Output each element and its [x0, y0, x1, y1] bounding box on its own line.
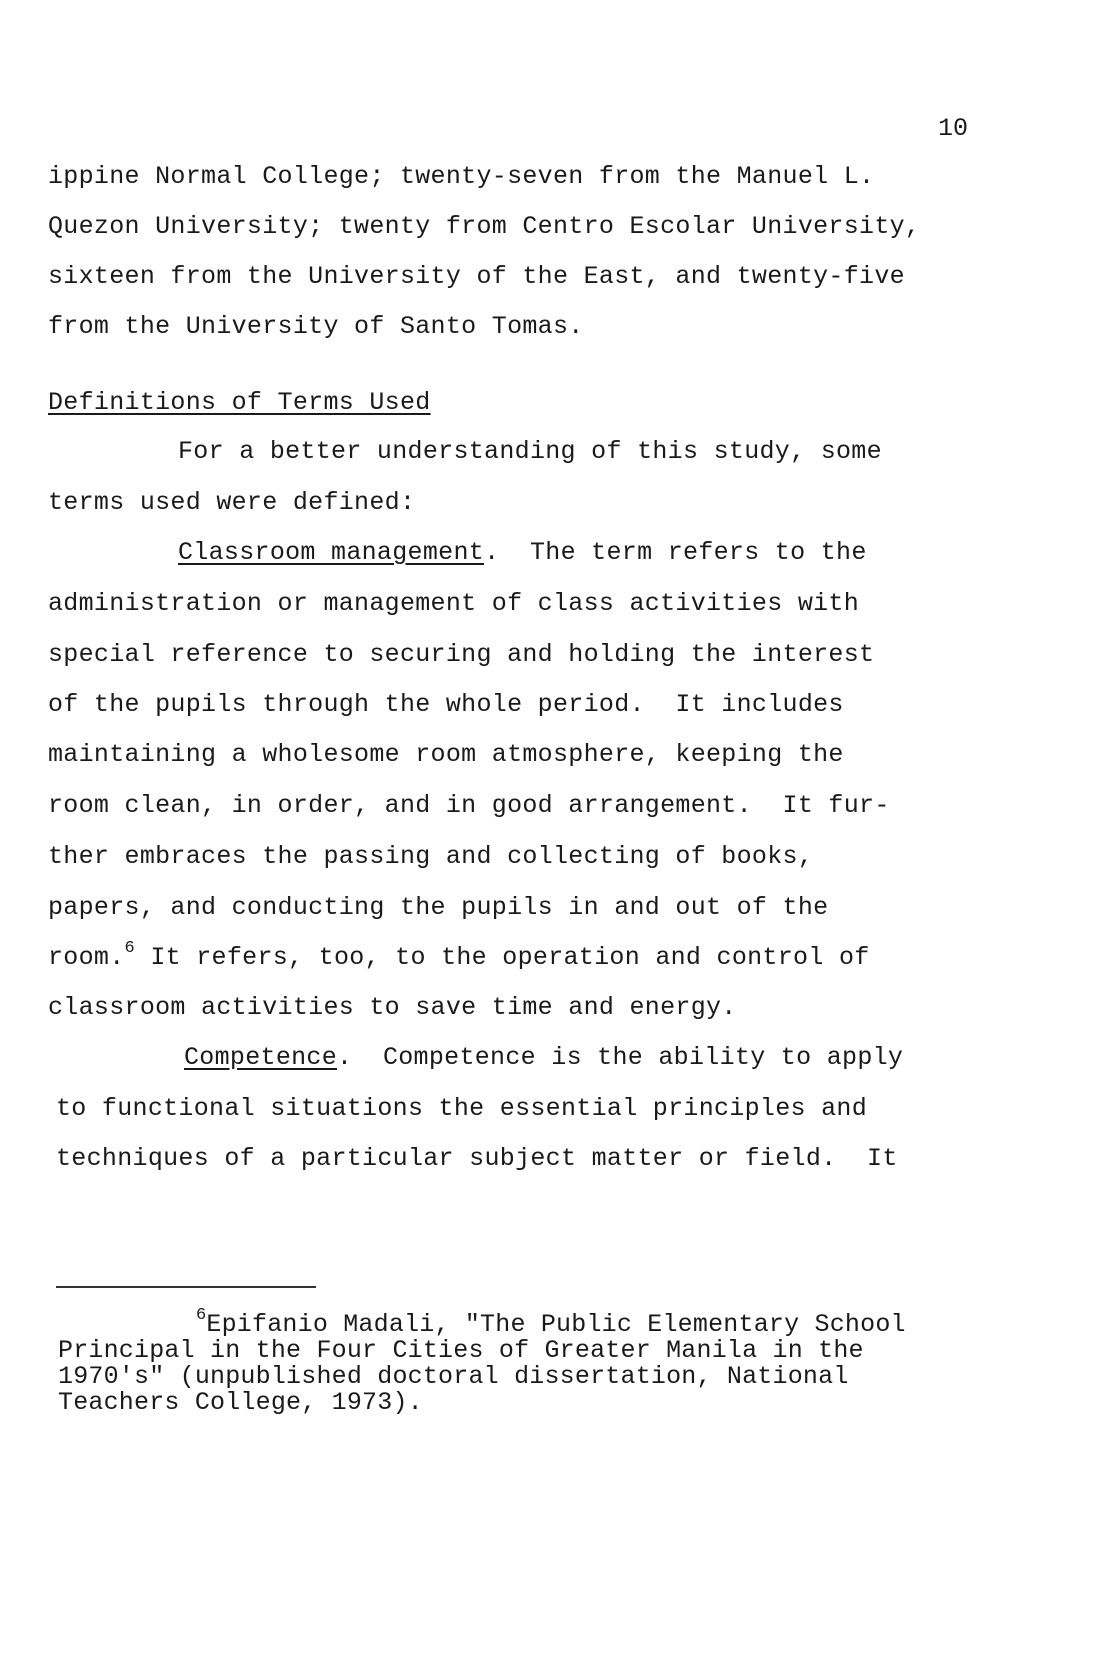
paragraph-line: For a better understanding of this study, some: [178, 437, 882, 466]
paragraph-line: maintaining a wholesome room atmosphere, keeping the: [48, 740, 844, 769]
text-segment: room.: [48, 943, 125, 972]
footnote-first-line: [196, 1306, 906, 1339]
definition-text: . The term refers to the: [484, 538, 867, 567]
section-heading: Definitions of Terms Used: [48, 388, 431, 417]
footnote-line: Teachers College, 1973).: [58, 1388, 423, 1417]
definition-first-line: [178, 538, 867, 568]
intro-line: from the University of Santo Tomas.: [48, 312, 584, 341]
paragraph-line: of the pupils through the whole period. It includes: [48, 690, 844, 719]
definition-first-line: [184, 1043, 903, 1073]
intro-line: sixteen from the University of the East, and twenty-five: [48, 262, 905, 291]
paragraph-line: papers, and conducting the pupils in and out of the: [48, 893, 829, 922]
paragraph-line: techniques of a particular subject matter or field. It: [56, 1144, 898, 1173]
footnote-line: Principal in the Four Cities of Greater Manila in the: [58, 1336, 864, 1365]
paragraph-line: room clean, in order, and in good arrangement. It fur-: [48, 791, 890, 820]
footnote-reference: 6: [124, 939, 136, 958]
intro-line: ippine Normal College; twenty-seven from the Manuel L.: [48, 162, 875, 191]
paragraph-line: special reference to securing and holding the interest: [48, 640, 875, 669]
paragraph-line-with-footnote: [48, 939, 870, 973]
term-classroom-management: Classroom management: [178, 538, 485, 567]
page-number: 10: [938, 114, 969, 143]
footnote-text: Epifanio Madali, "The Public Elementary School: [206, 1310, 906, 1339]
footnote-divider: [56, 1286, 316, 1288]
paragraph-line: classroom activities to save time and energy.: [48, 993, 737, 1022]
paragraph-line: administration or management of class activities with: [48, 589, 860, 618]
footnote-number: 6: [196, 1306, 207, 1325]
text-segment: It refers, too, to the operation and control of: [135, 943, 870, 972]
paragraph-line: ther embraces the passing and collecting of books,: [48, 842, 814, 871]
term-competence: Competence: [184, 1043, 338, 1072]
paragraph-line: to functional situations the essential principles and: [56, 1094, 868, 1123]
footnote-line: 1970's" (unpublished doctoral dissertation, National: [58, 1362, 849, 1391]
intro-line: Quezon University; twenty from Centro Escolar University,: [48, 212, 921, 241]
definition-text: . Competence is the ability to apply: [337, 1043, 904, 1072]
paragraph-line: terms used were defined:: [48, 488, 416, 517]
